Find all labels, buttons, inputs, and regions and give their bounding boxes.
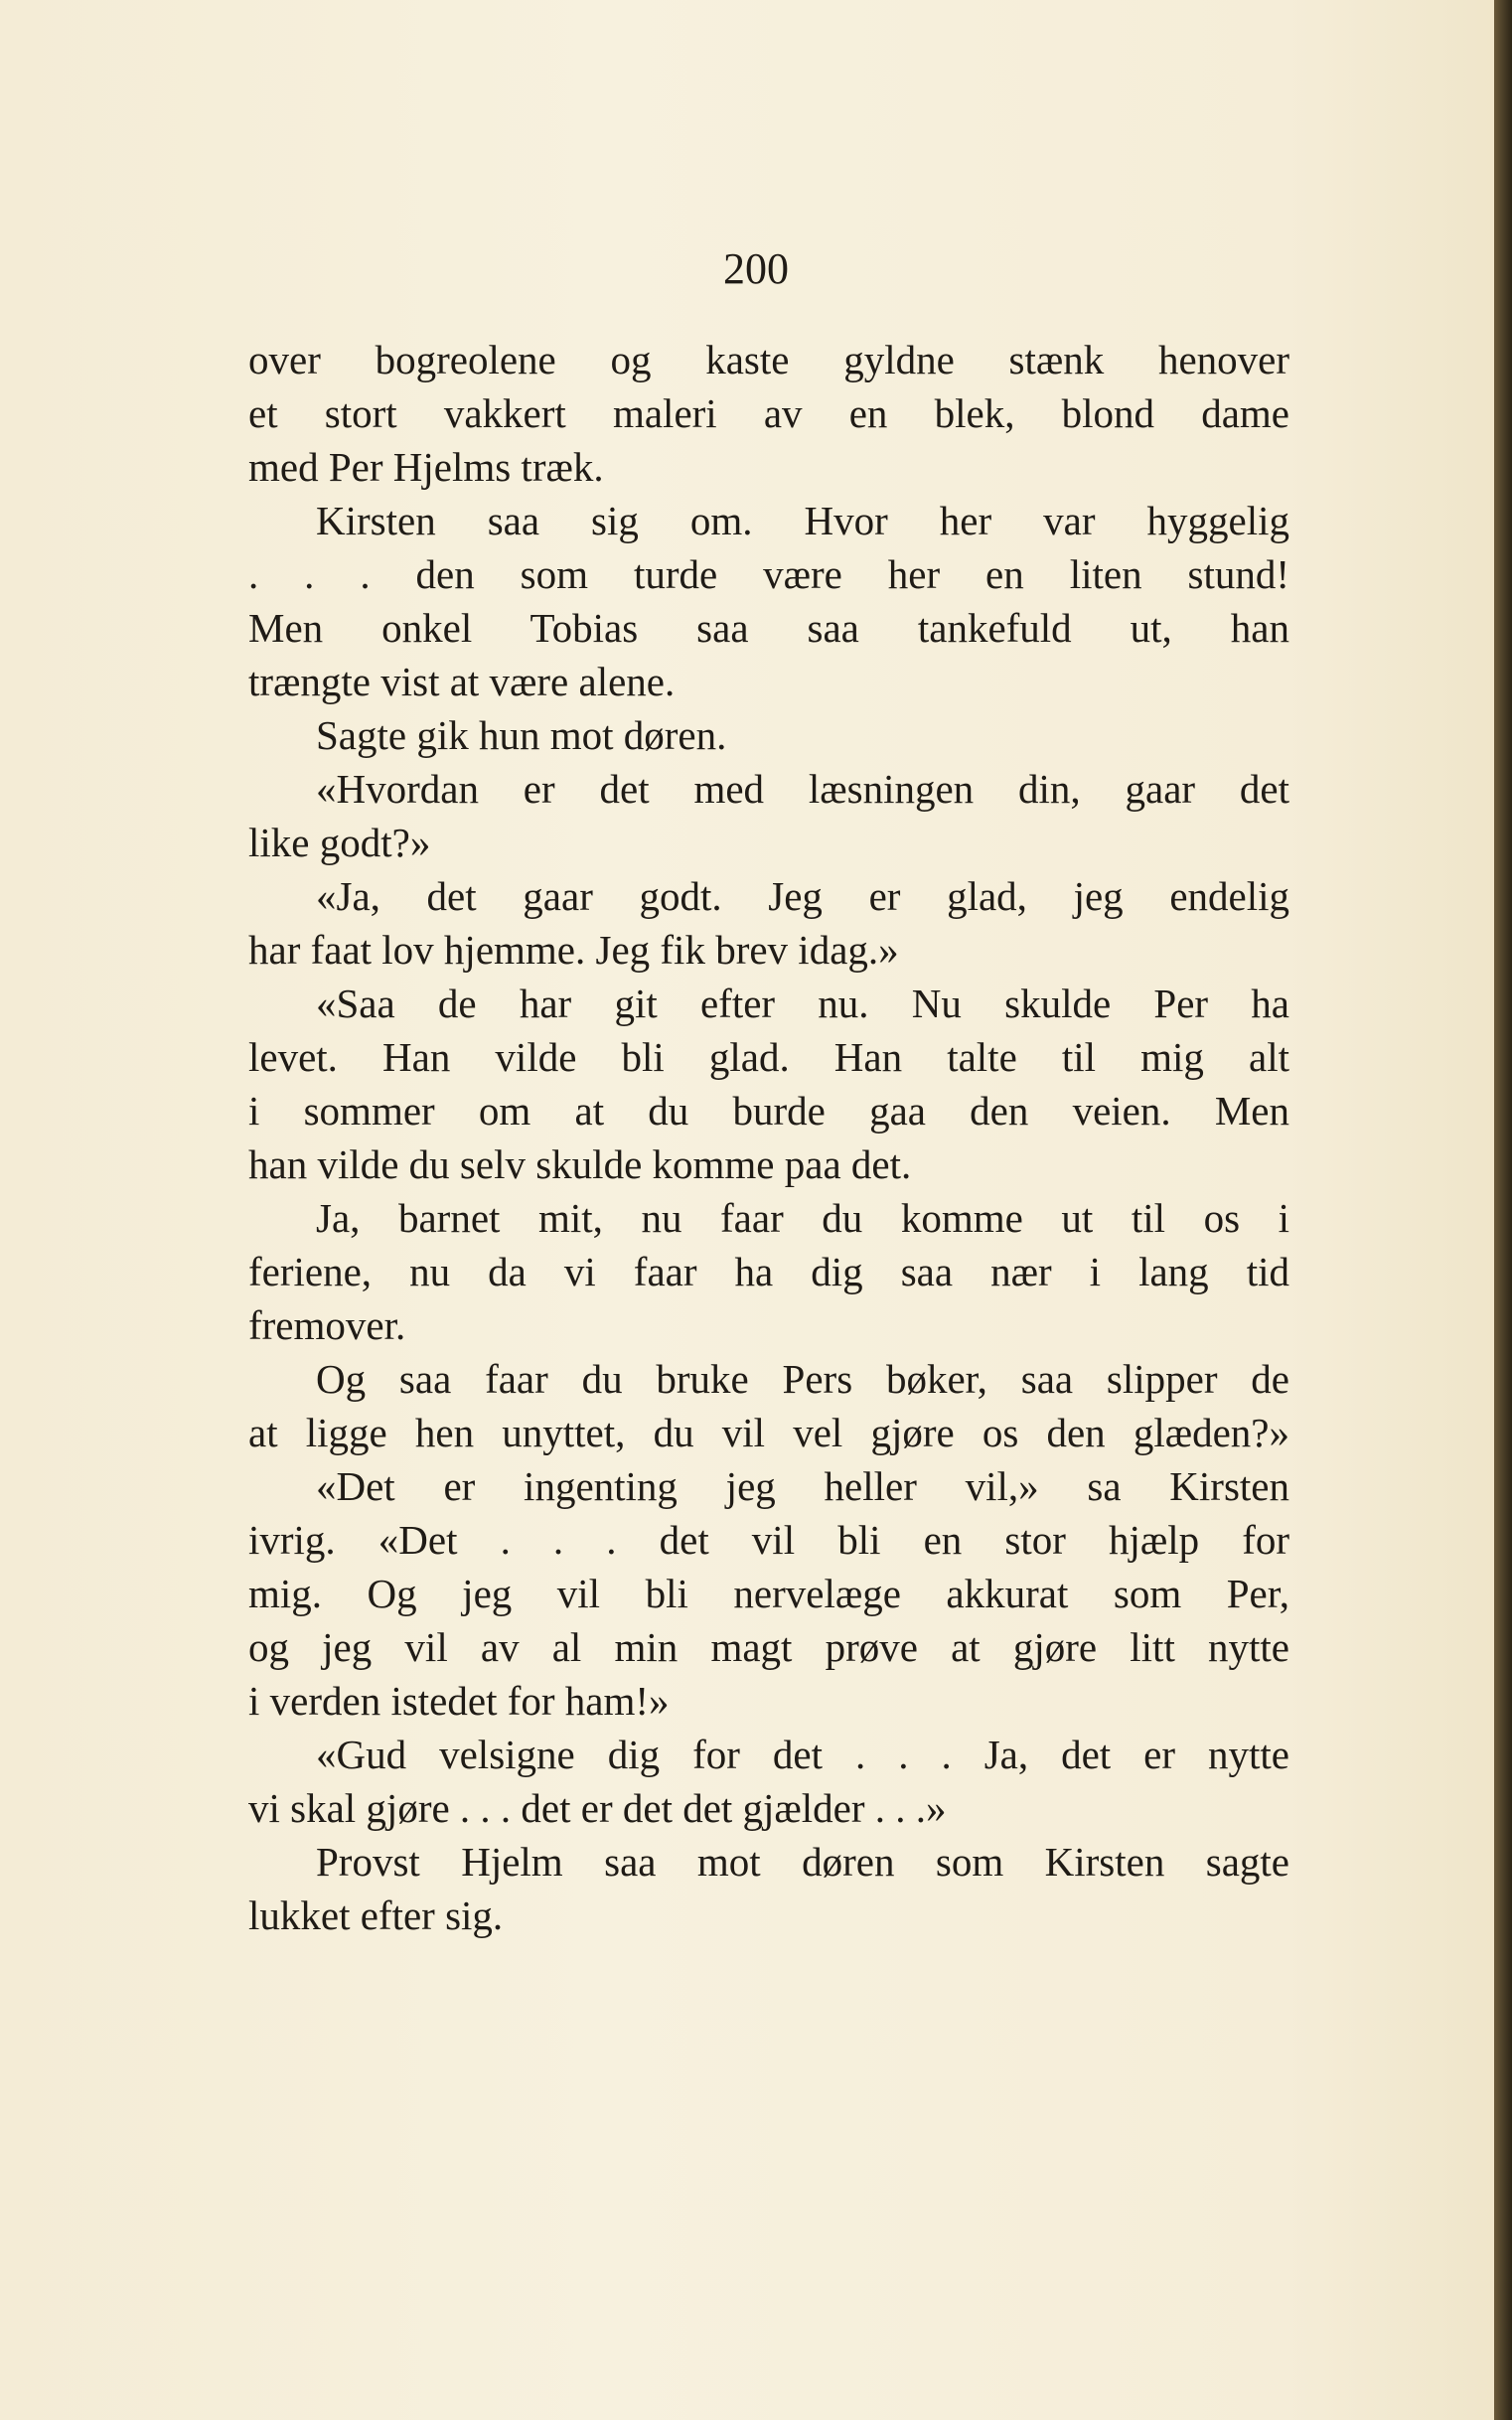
text-line: like godt?» (248, 820, 431, 865)
text-line: Og saa faar du bruke Pers bøker, saa slipper de (316, 1356, 1289, 1402)
text-line: at ligge hen unyttet, du vil vel gjøre os den glæden?» (248, 1410, 1289, 1455)
text-line: vi skal gjøre . . . det er det det gjælder . . .» (248, 1785, 947, 1831)
text-line: levet. Han vilde bli glad. Han talte til mig alt (248, 1034, 1289, 1080)
text-line: feriene, nu da vi faar ha dig saa nær i lang tid (248, 1249, 1289, 1294)
text-line: i verden istedet for ham!» (248, 1678, 670, 1724)
text-line: fremover. (248, 1302, 406, 1348)
text-line: Provst Hjelm saa mot døren som Kirsten sagte (316, 1839, 1289, 1885)
text-line: og jeg vil av al min magt prøve at gjøre litt nytte (248, 1624, 1289, 1670)
text-line: «Hvordan er det med læsningen din, gaar det (316, 766, 1289, 812)
text-line: Ja, barnet mit, nu faar du komme ut til os i (316, 1195, 1289, 1241)
text-line: Sagte gik hun mot døren. (316, 712, 727, 758)
text-line: over bogreolene og kaste gyldne stænk henover (248, 337, 1289, 382)
text-line: ivrig. «Det . . . det vil bli en stor hjælp for (248, 1517, 1289, 1563)
text-line: «Saa de har git efter nu. Nu skulde Per ha (316, 981, 1289, 1026)
page-edge-binding (1494, 0, 1512, 2420)
page-number: 200 (723, 244, 789, 293)
text-line: lukket efter sig. (248, 1892, 504, 1938)
text-line: «Gud velsigne dig for det . . . Ja, det er nytte (316, 1732, 1289, 1777)
text-line: Men onkel Tobias saa saa tankefuld ut, han (248, 605, 1289, 651)
text-line: et stort vakkert maleri av en blek, blond dame (248, 390, 1289, 436)
text-line: «Ja, det gaar godt. Jeg er glad, jeg endelig (316, 873, 1289, 919)
text-line: mig. Og jeg vil bli nervelæge akkurat som Per, (248, 1571, 1289, 1616)
text-line: han vilde du selv skulde komme paa det. (248, 1141, 912, 1187)
text-line: med Per Hjelms træk. (248, 444, 604, 490)
text-line: har faat lov hjemme. Jeg fik brev idag.» (248, 927, 899, 973)
body-text (248, 333, 1289, 1942)
text-line: trængte vist at være alene. (248, 659, 676, 704)
text-line: i sommer om at du burde gaa den veien. Men (248, 1088, 1289, 1134)
text-line: . . . den som turde være her en liten stund! (248, 551, 1289, 597)
text-line: «Det er ingenting jeg heller vil,» sa Kirsten (316, 1463, 1289, 1509)
text-line: Kirsten saa sig om. Hvor her var hyggelig (316, 498, 1289, 543)
